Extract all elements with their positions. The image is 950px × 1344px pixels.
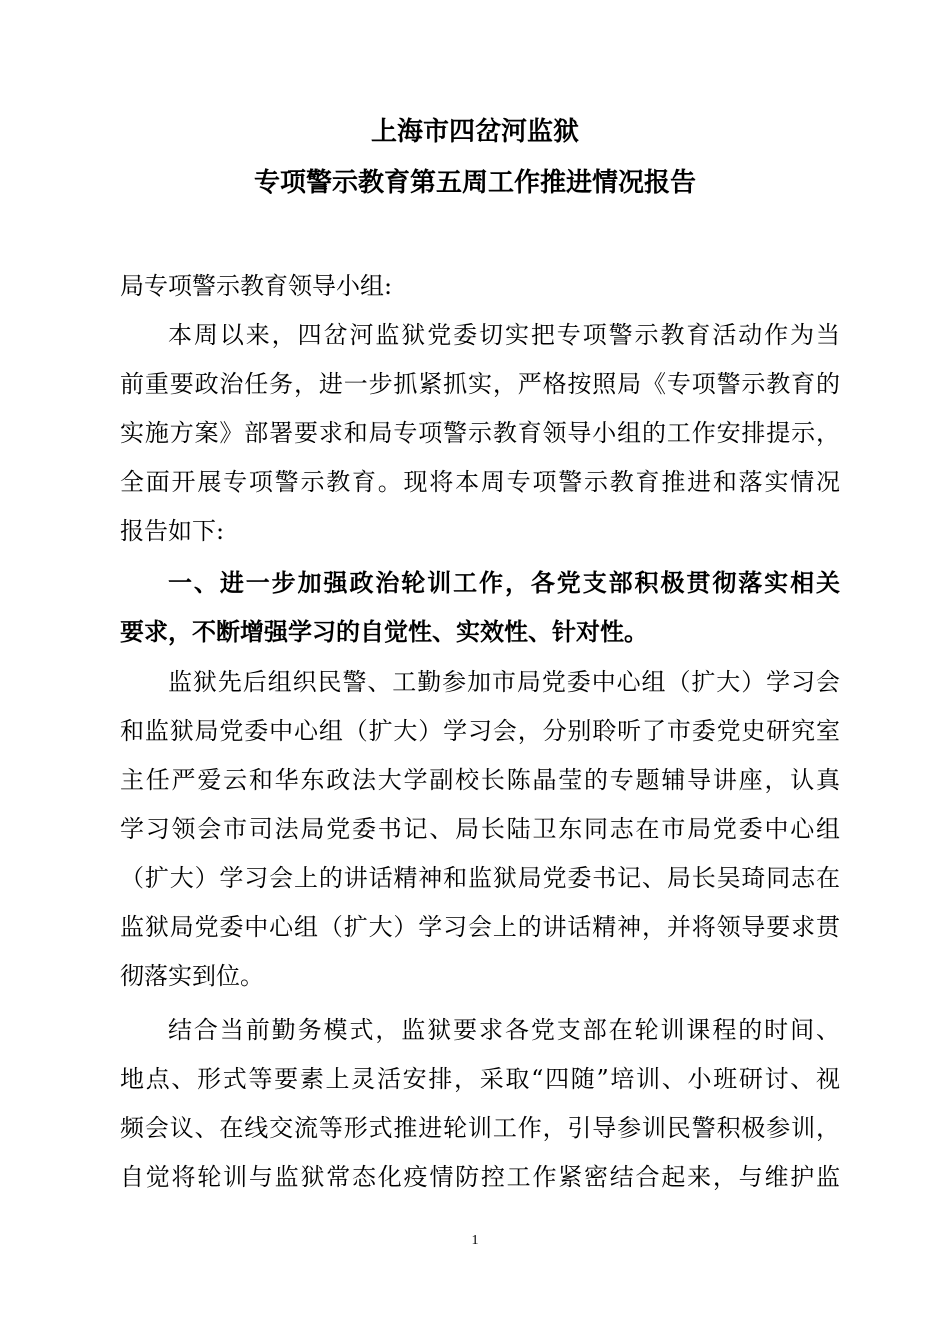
section-heading-1 [120,559,840,657]
paragraph-line: 主任严爱云和华东政法大学副校长陈晶莹的专题辅导讲座，认真 [120,766,840,794]
paragraph-line: 和监狱局党委中心组（扩大）学习会，分别聆听了市委党史研究室 [120,717,840,745]
document-title-line-2: 专项警示教育第五周工作推进情况报告 [253,168,696,198]
paragraph-line: 自觉将轮训与监狱常态化疫情防控工作紧密结合起来，与维护监 [120,1163,840,1191]
heading-line: 要求，不断增强学习的自觉性、实效性、针对性。 [120,618,648,646]
paragraph-line: 报告如下: [120,517,225,545]
paragraph-line: 实施方案》部署要求和局专项警示教育领导小组的工作安排提示， [120,419,840,447]
paragraph-line: 结合当前勤务模式，监狱要求各党支部在轮训课程的时间、 [168,1016,840,1044]
paragraph-training-sessions [120,658,840,1001]
document-title-line-1: 上海市四岔河监狱 [370,117,579,147]
paragraph-line: 本周以来，四岔河监狱党委切实把专项警示教育活动作为当 [168,321,840,349]
paragraph-line: 频会议、在线交流等形式推进轮训工作，引导参训民警积极参训， [120,1114,840,1142]
paragraph-intro [120,311,840,556]
paragraph-line: 前重要政治任务，进一步抓紧抓实，严格按照局《专项警示教育的 [120,370,840,398]
paragraph-line: 学习领会市司法局党委书记、局长陆卫东同志在市局党委中心组 [120,815,840,843]
paragraph-line: 监狱局党委中心组（扩大）学习会上的讲话精神，并将领导要求贯 [120,913,840,941]
paragraph-line: 全面开展专项警示教育。现将本周专项警示教育推进和落实情况 [120,468,840,496]
page-number: 1 [471,1233,479,1248]
paragraph-line: 监狱先后组织民警、工勤参加市局党委中心组（扩大）学习会 [168,668,840,696]
paragraph-line: （扩大）学习会上的讲话精神和监狱局党委书记、局长吴琦同志在 [120,864,840,892]
paragraph-training-format [120,1006,840,1202]
paragraph-line: 彻落实到位。 [120,962,264,990]
salutation: 局专项警示教育领导小组: [120,272,393,300]
heading-line: 一、进一步加强政治轮训工作，各党支部积极贯彻落实相关 [168,569,840,597]
paragraph-line: 地点、形式等要素上灵活安排，采取“四随”培训、小班研讨、视 [120,1065,840,1093]
